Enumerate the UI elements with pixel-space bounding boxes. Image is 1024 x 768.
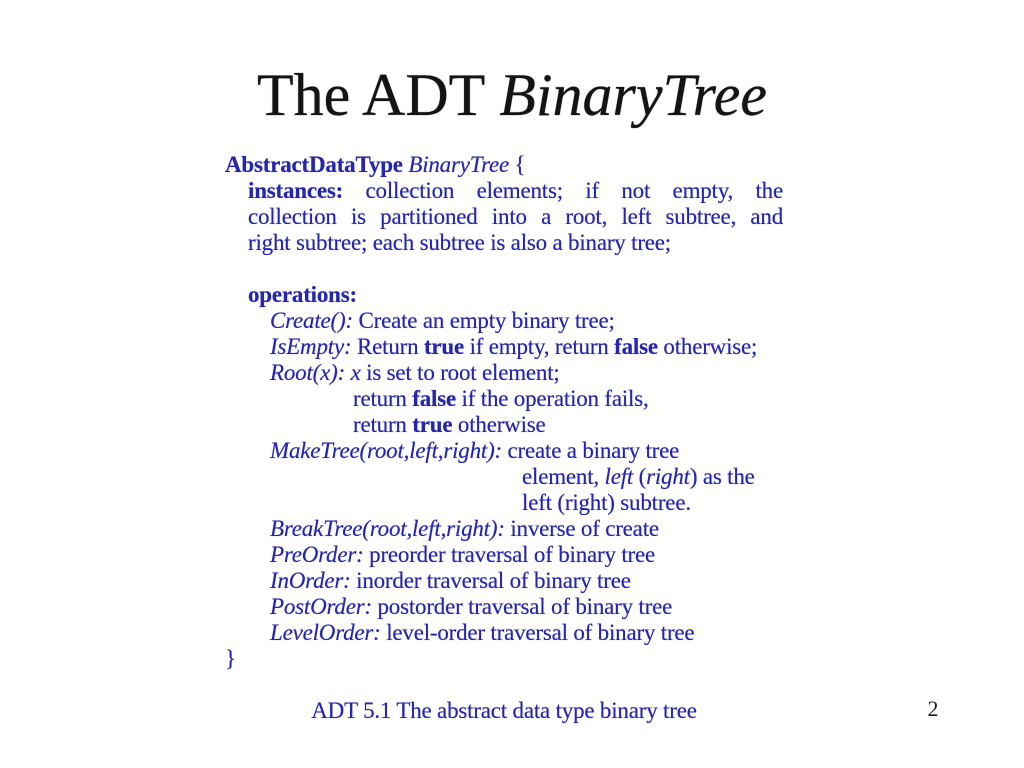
adt-segment: { — [508, 152, 526, 177]
instances-line-2 — [225, 204, 783, 230]
adt-segment: LevelOrder: — [270, 620, 381, 645]
adt-segment: ADT 5.1 The abstract data type binary tree — [311, 698, 697, 723]
adt-segment: if empty, return — [464, 334, 615, 359]
adt-header — [225, 152, 783, 178]
adt-segment: MakeTree(root,left,right): — [270, 438, 502, 463]
op-root-cont-1 — [225, 386, 783, 412]
adt-segment: Create an empty binary tree; — [352, 308, 615, 333]
adt-segment: collection is partitioned into a root, left subtree, and — [248, 204, 783, 229]
adt-segment: Return — [351, 334, 424, 359]
adt-segment: right subtree; each subtree is also a binary tree; — [248, 230, 672, 255]
adt-segment: is set to root element; — [360, 360, 560, 385]
adt-segment: preorder traversal of binary tree — [363, 542, 655, 567]
adt-segment: otherwise; — [657, 334, 758, 359]
adt-segment: element, — [522, 464, 605, 489]
adt-segment: Root(x): — [270, 360, 346, 385]
adt-segment: postorder traversal of binary tree — [371, 594, 673, 619]
op-maketree — [225, 438, 783, 464]
title-text: The ADT — [257, 62, 500, 128]
op-root — [225, 360, 783, 386]
instances-line-3 — [225, 230, 783, 256]
blank-line — [225, 256, 783, 282]
op-create — [225, 308, 783, 334]
adt-segment: PreOrder: — [270, 542, 364, 567]
adt-segment: x — [350, 360, 361, 385]
adt-segment: left (right) subtree. — [522, 490, 691, 515]
adt-segment: create a binary tree — [502, 438, 680, 463]
adt-segment: InOrder: — [270, 568, 351, 593]
adt-segment: false — [614, 334, 658, 359]
adt-segment: Create(): — [270, 308, 353, 333]
op-levelorder — [225, 620, 783, 646]
adt-segment: ( — [633, 464, 647, 489]
adt-closing-brace — [225, 646, 783, 672]
adt-segment: true — [423, 334, 465, 359]
page-number: 2 — [927, 696, 939, 721]
adt-segment: BreakTree(root,left,right): — [270, 516, 505, 541]
adt-block — [225, 152, 783, 724]
adt-segment: instances: — [248, 178, 344, 203]
adt-segment: otherwise — [452, 412, 546, 437]
adt-segment: left — [604, 464, 634, 489]
adt-segment: PostOrder: — [270, 594, 372, 619]
adt-segment: } — [225, 646, 236, 671]
adt-segment: return — [353, 386, 413, 411]
op-inorder — [225, 568, 783, 594]
adt-segment: true — [412, 412, 453, 437]
op-postorder — [225, 594, 783, 620]
op-maketree-cont-2 — [225, 490, 783, 516]
adt-segment: level-order traversal of binary tree — [380, 620, 695, 645]
blank-line — [225, 672, 783, 698]
operations-header — [225, 282, 783, 308]
adt-segment: false — [412, 386, 456, 411]
adt-segment: if the operation fails, — [456, 386, 649, 411]
slide-title — [0, 62, 1024, 128]
adt-segment: ) as the — [689, 464, 755, 489]
op-breaktree — [225, 516, 783, 542]
adt-segment: right — [646, 464, 690, 489]
adt-segment: return — [353, 412, 413, 437]
adt-segment: operations: — [248, 282, 357, 307]
op-preorder — [225, 542, 783, 568]
op-isempty — [225, 334, 783, 360]
instances-line-1 — [225, 178, 783, 204]
adt-segment: IsEmpty: — [270, 334, 352, 359]
adt-segment: inorder traversal of binary tree — [350, 568, 631, 593]
op-maketree-cont-1 — [225, 464, 783, 490]
op-root-cont-2 — [225, 412, 783, 438]
title-emphasis: BinaryTree — [499, 62, 767, 128]
figure-caption — [225, 698, 783, 724]
adt-segment: AbstractDataType — [225, 152, 409, 177]
adt-segment: BinaryTree — [408, 152, 509, 177]
adt-segment: collection elements; if not empty, the — [343, 178, 783, 203]
adt-segment: inverse of create — [504, 516, 659, 541]
